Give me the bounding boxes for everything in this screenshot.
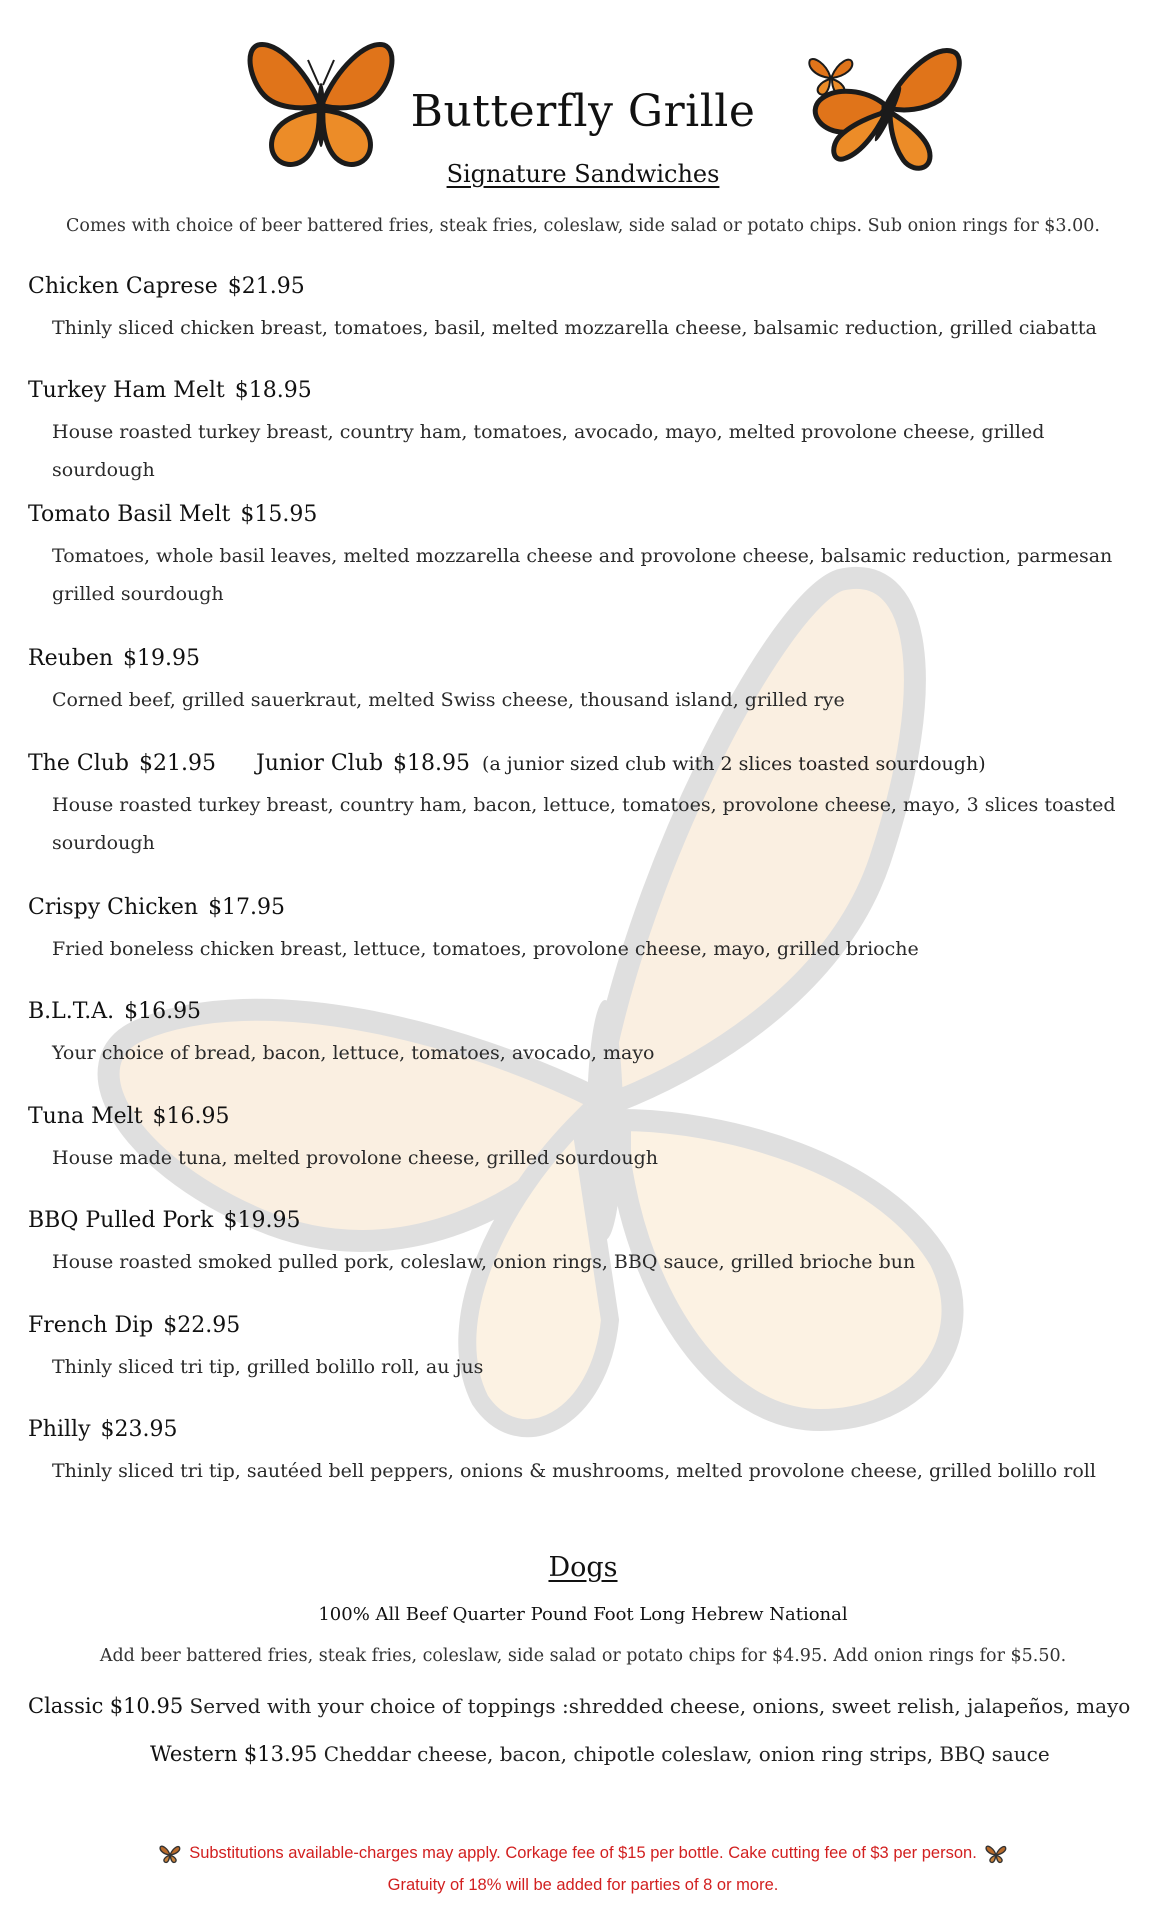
menu-item [28, 895, 1148, 968]
menu-item-name: BBQ Pulled Pork [28, 1208, 214, 1233]
menu-item [28, 1313, 1148, 1386]
menu-item [28, 274, 1148, 347]
menu-item-price: $19.95 [223, 1208, 301, 1233]
menu-item-heading [28, 646, 1148, 671]
menu-item-heading [28, 895, 1148, 920]
menu-item [28, 751, 1148, 862]
menu-item-price: $23.95 [100, 1417, 178, 1442]
menu-item-description: House roasted turkey breast, country ham, bacon, lettuce, tomatoes, provolone cheese, mayo, 3 slices toasted sourdough [52, 794, 1116, 854]
menu-item-description: Thinly sliced chicken breast, tomatoes, basil, melted mozzarella cheese, balsamic reduction, grilled ciabatta [52, 317, 1097, 339]
menu-item-description: Your choice of bread, bacon, lettuce, tomatoes, avocado, mayo [52, 1042, 655, 1064]
menu-item-alt-name: Junior Club [255, 751, 384, 776]
menu-item-price: $16.95 [152, 1104, 230, 1129]
menu-item [28, 502, 1148, 613]
menu-item-heading [28, 1417, 1148, 1442]
menu-item [28, 378, 1148, 489]
menu-item-description: House made tuna, melted provolone cheese, grilled sourdough [52, 1147, 659, 1169]
menu-item-heading [28, 1313, 1148, 1338]
page-title: Butterfly Grille [410, 86, 756, 137]
menu-item-name: B.L.T.A. [28, 999, 115, 1024]
menu-item-description: Corned beef, grilled sauerkraut, melted Swiss cheese, thousand island, grilled rye [52, 689, 845, 711]
butterfly-bullet-icon [159, 1844, 181, 1864]
menu-item-price: $19.95 [123, 646, 201, 671]
menu-item [28, 1104, 1148, 1177]
dog-name: Western [150, 1742, 238, 1766]
dog-item-classic [28, 1694, 1130, 1718]
menu-item-heading [28, 274, 1148, 299]
menu-item-name: The Club [28, 751, 129, 776]
menu-item-alt-note: (a junior sized club with 2 slices toasted sourdough) [482, 753, 986, 775]
footer-line-2: Gratuity of 18% will be added for parties of 8 or more. [387, 1876, 779, 1894]
dog-item-western [150, 1742, 1050, 1766]
menu-item-price: $21.95 [227, 274, 305, 299]
menu-item-heading [28, 751, 1148, 776]
menu-item-heading [28, 1104, 1148, 1129]
section-title-dogs [0, 1552, 1166, 1583]
menu-item-description: House roasted smoked pulled pork, coleslaw, onion rings, BBQ sauce, grilled brioche bun [52, 1251, 916, 1273]
menu-item [28, 1417, 1148, 1490]
menu-item-heading [28, 502, 1148, 527]
menu-item-name: Turkey Ham Melt [28, 378, 225, 403]
footer-line-1 [0, 1837, 1166, 1869]
menu-item [28, 646, 1148, 719]
menu-item-name: Philly [28, 1417, 91, 1442]
sides-note: Comes with choice of beer battered fries, steak fries, coleslaw, side salad or potato chips. Sub onion rings for $3.00. [66, 216, 1100, 236]
section-title-sandwiches [0, 160, 1166, 188]
menu-item-description: Thinly sliced tri tip, sautéed bell peppers, onions & mushrooms, melted provolone cheese, grilled bolillo roll [52, 1460, 1096, 1482]
menu-item-description: House roasted turkey breast, country ham, tomatoes, avocado, mayo, melted provolone cheese, grilled sourdough [52, 421, 1045, 481]
dog-name: Classic [28, 1694, 104, 1718]
menu-item-name: Crispy Chicken [28, 895, 199, 920]
butterfly-bullet-icon [985, 1844, 1007, 1864]
menu-item-price: $21.95 [138, 751, 216, 776]
menu-item-alt-price: $18.95 [393, 751, 471, 776]
menu-item-description: Fried boneless chicken breast, lettuce, tomatoes, provolone cheese, mayo, grilled brioche [52, 938, 919, 960]
dogs-subtitle: 100% All Beef Quarter Pound Foot Long Hebrew National [318, 1604, 848, 1625]
menu-item-heading [28, 378, 1148, 403]
footer-text-1: Substitutions available-charges may apply. Corkage fee of $15 per bottle. Cake cutting fee of $3 per person. [189, 1844, 977, 1862]
menu-item-name: Tomato Basil Melt [28, 502, 231, 527]
dog-price: $10.95 [109, 1694, 184, 1718]
dogs-title-text: Dogs [548, 1552, 618, 1583]
menu-item-price: $15.95 [240, 502, 318, 527]
menu-item [28, 999, 1148, 1072]
dogs-sides-note: Add beer battered fries, steak fries, coleslaw, side salad or potato chips for $4.95. Add onion rings for $5.50. [99, 1646, 1067, 1666]
footer-notice [0, 1837, 1166, 1901]
dog-desc: Served with your choice of toppings :shredded cheese, onions, sweet relish, jalapeños, mayo [189, 1694, 1131, 1718]
menu-item-name: Reuben [28, 646, 114, 671]
menu-item-name: French Dip [28, 1313, 154, 1338]
menu-item-heading [28, 999, 1148, 1024]
section-title-text: Signature Sandwiches [446, 160, 720, 188]
menu-item-heading [28, 1208, 1148, 1233]
menu-item [28, 1208, 1148, 1281]
menu-item-price: $18.95 [234, 378, 312, 403]
menu-item-price: $16.95 [124, 999, 202, 1024]
dog-desc: Cheddar cheese, bacon, chipotle coleslaw, onion ring strips, BBQ sauce [323, 1742, 1050, 1766]
menu-item-name: Chicken Caprese [28, 274, 218, 299]
menu-item-description: Thinly sliced tri tip, grilled bolillo roll, au jus [52, 1356, 484, 1378]
menu-item-name: Tuna Melt [28, 1104, 143, 1129]
menu-item-price: $22.95 [163, 1313, 241, 1338]
dog-price: $13.95 [243, 1742, 318, 1766]
menu-item-description: Tomatoes, whole basil leaves, melted mozzarella cheese and provolone cheese, balsamic reduction, parmesan grilled sourdough [52, 545, 1113, 605]
menu-item-price: $17.95 [208, 895, 286, 920]
